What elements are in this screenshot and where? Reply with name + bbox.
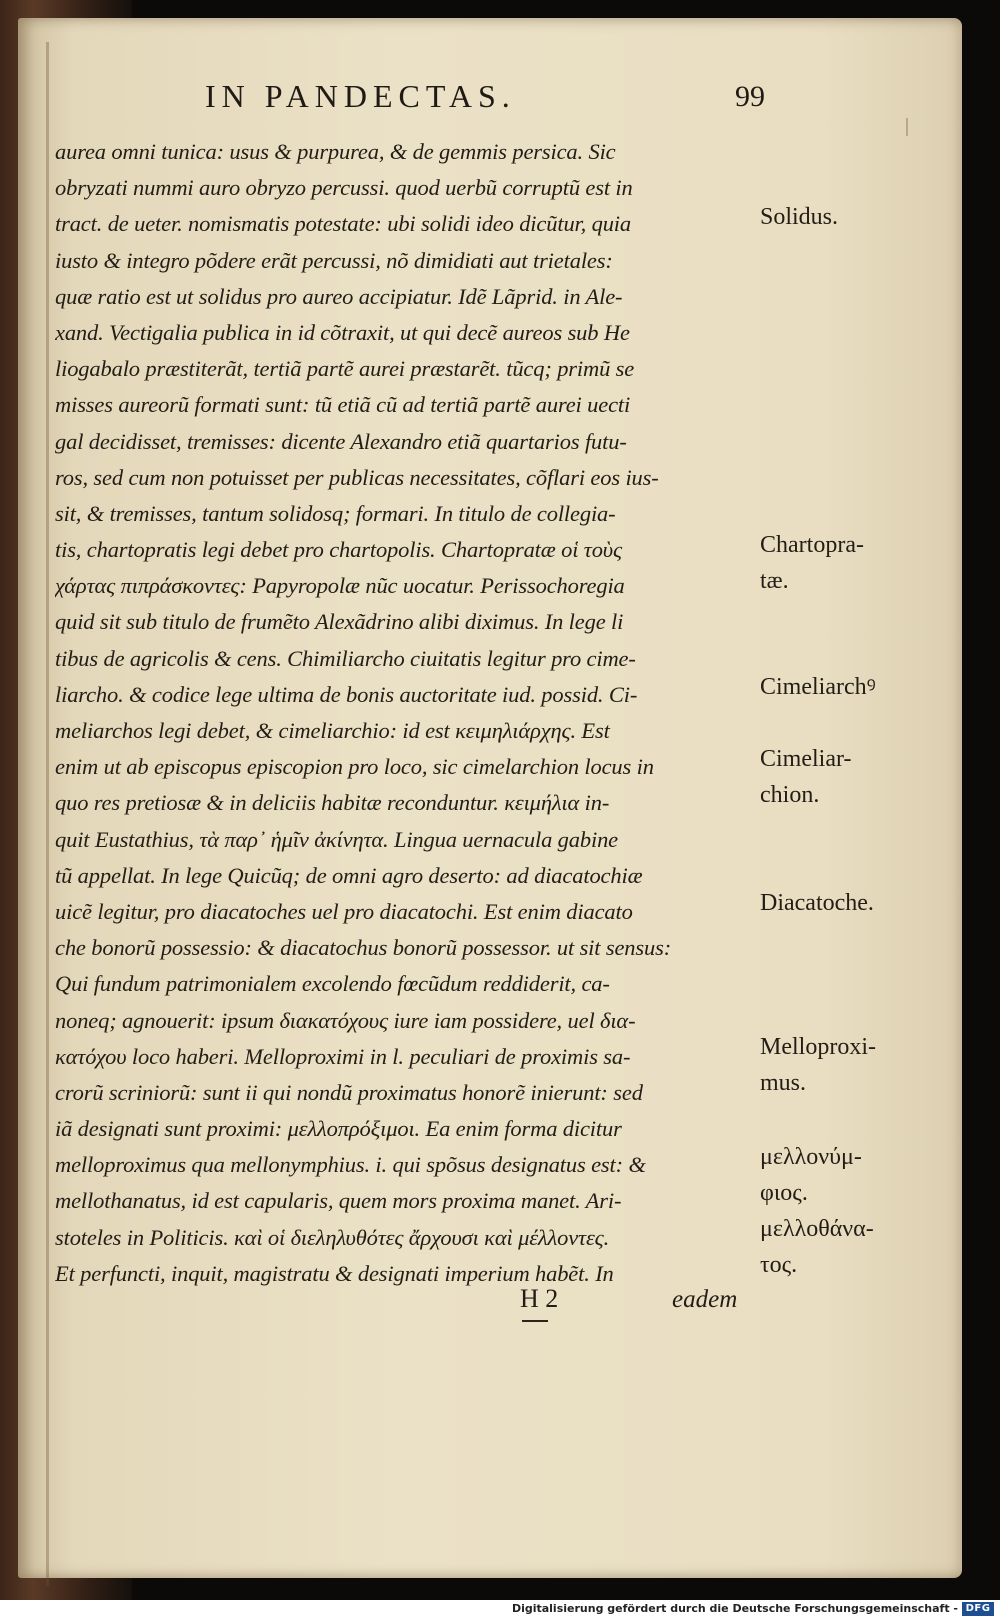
page-gutter-shadow <box>46 42 49 1586</box>
text-line: iusto & integro põdere erãt percussi, nõ dimidiati aut trietales: <box>55 247 613 273</box>
margin-note-mellonymphios: μελλονύμ- <box>760 1144 862 1170</box>
margin-note-melloproximus: Melloproxi- <box>760 1034 876 1060</box>
margin-note-melloproximus-cont: mus. <box>760 1070 807 1096</box>
page-mark <box>906 118 908 136</box>
text-line: tibus de agricolis & cens. Chimiliarcho ciuitatis legitur pro cime- <box>55 645 636 671</box>
text-line: obryzati nummi auro obryzo percussi. quod uerbũ corruptũ est in <box>55 175 633 201</box>
text-line: Et perfuncti, inquit, magistratu & designati imperium habẽt. In <box>55 1260 614 1286</box>
text-line: quit Eustathius, τὰ παρ᾽ ἡμῖν ἀκίνητα. Lingua uernacula gabine <box>55 826 619 852</box>
margin-note-cimeliarchion-cont: chion. <box>760 782 820 808</box>
margin-note-mellothanatos-cont: τος. <box>760 1252 798 1278</box>
text-line: xand. Vectigalia publica in id cõtraxit, ut qui decẽ aureos sub He <box>55 319 630 345</box>
margin-note-mellothanatos: μελλοθάνα- <box>760 1216 874 1242</box>
text-line: tis, chartopratis legi debet pro chartopolis. Chartopratæ οἱ τοὺς <box>55 537 622 563</box>
margin-note-mellonymphios-cont: φιος. <box>760 1180 808 1206</box>
signature-mark: H 2 <box>520 1284 559 1313</box>
text-line: iã designati sunt proximi: μελλοπρόξιμοι. Ea enim forma dicitur <box>55 1116 622 1142</box>
text-line: tract. de ueter. nomismatis potestate: ubi solidi ideo dicũtur, quia <box>55 211 632 237</box>
catchword: eadem <box>672 1286 738 1313</box>
margin-note-cimeliarchion: Cimeliar- <box>760 746 852 772</box>
text-line: meliarchos legi debet, & cimeliarchio: id est κειμηλιάρχης. Est <box>55 718 610 743</box>
text-line: sit, & tremisses, tantum solidosq; formari. In titulo de collegia- <box>55 500 616 526</box>
margin-note-solidus: Solidus. <box>760 204 839 230</box>
text-line: liogabalo præstiterãt, tertiã partẽ aurei præstarẽt. tũcq; primũ se <box>55 356 635 382</box>
folio-number: 99 <box>735 80 765 113</box>
text-line: noneq; agnouerit: ipsum διακατόχους iure iam possidere, uel δια- <box>55 1007 636 1033</box>
margin-note-chartopratae-cont: tæ. <box>760 568 789 594</box>
text-line: che bonorũ possessio: & diacatochus bonorũ possessor. ut sit sensus: <box>55 935 672 961</box>
margin-note-cimeliarchus: Cimeliarchꝰ <box>760 674 876 700</box>
text-line: crorũ scriniorũ: sunt ii qui nondũ proximatus honorẽ inierunt: sed <box>55 1079 643 1105</box>
text-line: uicẽ legitur, pro diacatoches uel pro diacatochi. Est enim diacato <box>55 898 633 924</box>
footer-bar <box>0 1600 1000 1619</box>
text-line: melloproximus qua mellonymphius. i. qui spõsus designatus est: & <box>55 1152 646 1178</box>
text-line: gal decidisset, tremisses: dicente Alexandro etiã quartarios futu- <box>55 428 627 454</box>
footer-credit: Digitalisierung gefördert durch die Deutsche Forschungsgemeinschaft - <box>511 1602 958 1615</box>
text-line: κατόχου loco haberi. Melloproximi in l. peculiari de proximis sa- <box>55 1043 631 1069</box>
body-text <box>55 134 755 1292</box>
running-head <box>205 78 765 118</box>
margin-note-chartopratae: Chartopra- <box>760 532 864 558</box>
text-line: liarcho. & codice lege ultima de bonis auctoritate iud. possid. Ci- <box>55 681 638 707</box>
dfg-logo: DFG <box>962 1602 994 1616</box>
text-line: Qui fundum patrimonialem excolendo fœcũdum reddiderit, ca- <box>55 971 610 997</box>
text-line: χάρτας πιπράσκοντες: Papyropolæ nũc uocatur. Perissochoregia <box>55 573 625 599</box>
running-title: IN PANDECTAS. <box>205 78 516 114</box>
text-line: quæ ratio est ut solidus pro aureo accipiatur. Idẽ Lãprid. in Ale- <box>55 283 623 309</box>
text-line: tũ appellat. In lege Quicũq; de omni agro deserto: ad diacatochiæ <box>55 862 643 888</box>
text-line: aurea omni tunica: usus & purpurea, & de gemmis persica. Sic <box>55 139 616 164</box>
text-line: misses aureorũ formati sunt: tũ etiã cũ ad tertiã partẽ aurei uecti <box>55 392 631 418</box>
text-line: quo res pretiosæ & in deliciis habitæ reconduntur. κειμήλια in- <box>55 790 610 816</box>
text-line: ros, sed cum non potuisset per publicas necessitates, cõflari eos ius- <box>55 464 659 490</box>
text-line: stoteles in Politicis. καὶ οἱ διεληλυθότες ἄρχουσι καὶ μέλλοντες. <box>55 1224 610 1250</box>
margin-note-diacatoche: Diacatoche. <box>760 890 874 916</box>
text-line: mellothanatus, id est capularis, quem mors proxima manet. Ari- <box>55 1188 622 1214</box>
text-line: quid sit sub titulo de frumẽto Alexãdrino alibi diximus. In lege li <box>55 609 624 635</box>
text-line: enim ut ab episcopus episcopion pro loco, sic cimelarchion locus in <box>55 754 654 780</box>
signature-underline <box>522 1320 548 1322</box>
